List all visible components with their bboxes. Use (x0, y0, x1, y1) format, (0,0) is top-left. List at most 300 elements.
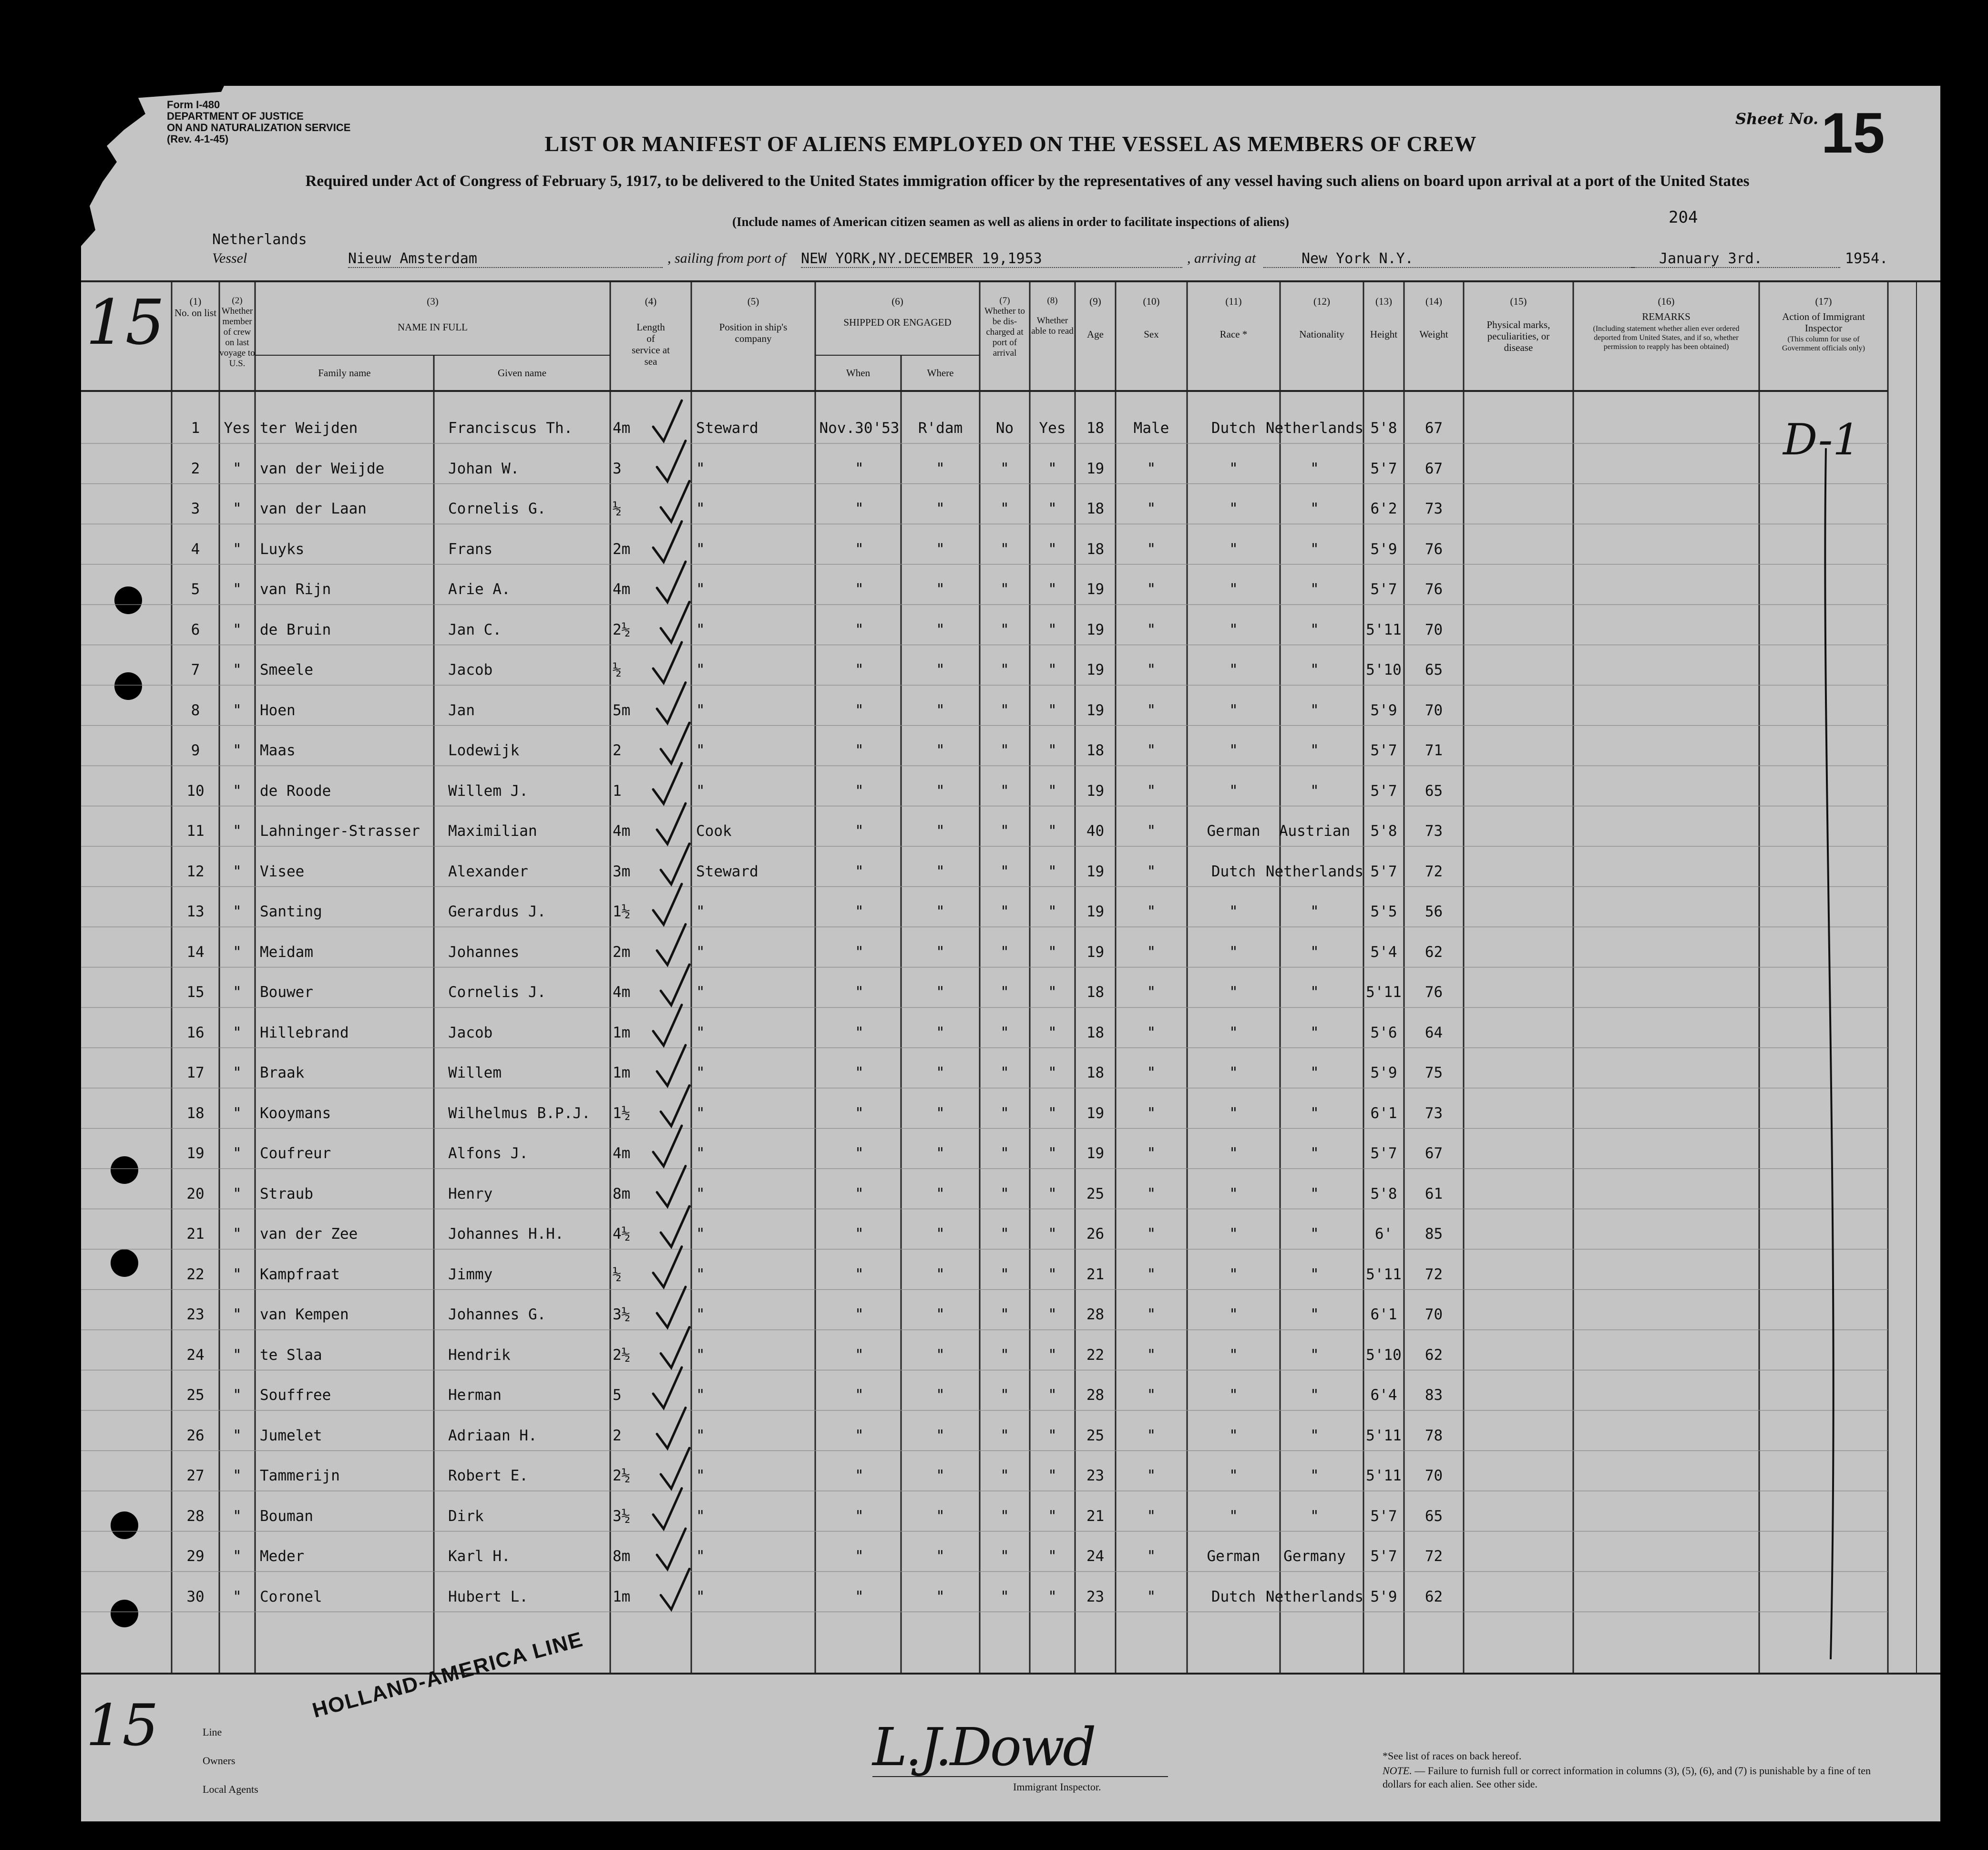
cell-nationality: " (1310, 1024, 1319, 1041)
cell-service: 2½ (613, 1346, 631, 1364)
cell-given: Alfons J. (448, 1145, 528, 1162)
cell-family: te Slaa (260, 1346, 322, 1364)
cell-nationality: " (1310, 1346, 1319, 1364)
col9-header (1075, 296, 1116, 340)
cell-when: " (855, 1346, 864, 1364)
handwritten-sheet-number: 15 (86, 1693, 159, 1759)
cell-discharged: " (1000, 1346, 1009, 1364)
cell-read: " (1048, 500, 1057, 517)
cell-family: Meidam (260, 943, 313, 961)
cell-weight: 64 (1424, 1024, 1443, 1041)
cell-weight: 65 (1424, 782, 1443, 800)
note-label: NOTE. (1383, 1765, 1412, 1777)
cell-sex: " (1147, 1225, 1156, 1243)
cell-family: van der Zee (260, 1225, 358, 1243)
cell-where: " (936, 984, 945, 1001)
cell-position: Steward (696, 420, 758, 437)
cell-discharged: " (1000, 822, 1009, 840)
cell-read: " (1048, 1024, 1057, 1041)
cell-service: 5m (613, 701, 631, 719)
cell-position: Steward (696, 863, 758, 880)
cell-race: " (1229, 540, 1238, 558)
cell-given: Jan C. (448, 621, 502, 638)
check-mark (661, 1086, 689, 1126)
sailing-port: NEW YORK,NY.DECEMBER 19,1953 (801, 250, 1182, 268)
cell-age: 26 (1086, 1225, 1105, 1243)
col9-number: (9) (1089, 296, 1101, 307)
department-name: DEPARTMENT OF JUSTICE (167, 110, 304, 122)
cell-nationality: Netherlands (1265, 863, 1364, 880)
cell-prev: " (233, 742, 242, 759)
cell-weight: 67 (1424, 420, 1443, 437)
cell-where: " (936, 1387, 945, 1404)
cell-age: 40 (1086, 822, 1105, 840)
cell-nationality: Austrian (1279, 822, 1351, 840)
col4-header (610, 296, 691, 367)
cell-race: " (1229, 1104, 1238, 1122)
cell-no: 2 (191, 460, 200, 477)
cell-discharged: " (1000, 1104, 1009, 1122)
cell-position: " (696, 1064, 705, 1081)
cell-weight: 70 (1424, 1467, 1443, 1484)
cell-read: Yes (1039, 420, 1066, 437)
check-mark (653, 1005, 682, 1046)
col3-header (255, 296, 610, 333)
cell-when: " (855, 1507, 864, 1525)
cell-where: " (936, 782, 945, 800)
cell-read: " (1048, 1548, 1057, 1565)
cell-nationality: " (1310, 1507, 1319, 1525)
cell-nationality: " (1310, 581, 1319, 598)
cell-sex: " (1147, 581, 1156, 598)
cell-prev: " (233, 581, 242, 598)
cell-when: " (855, 1467, 864, 1484)
owners-label: Owners (203, 1755, 236, 1767)
cell-prev: " (233, 1346, 242, 1364)
form-number: Form I-480 (167, 99, 220, 111)
cell-service: ½ (613, 1265, 622, 1283)
cell-sex: Male (1133, 420, 1169, 437)
cell-age: 18 (1086, 420, 1105, 437)
cell-sex: " (1147, 1548, 1156, 1565)
col12-header (1280, 296, 1363, 340)
sailing-label: , sailing from port of (667, 250, 786, 266)
col17-number: (17) (1815, 296, 1832, 307)
col8-header (1030, 296, 1075, 337)
cell-no: 8 (191, 701, 200, 719)
cell-prev: " (233, 661, 242, 678)
when-header: When (846, 367, 871, 379)
cell-when: " (855, 540, 864, 558)
cell-sex: " (1147, 984, 1156, 1001)
cell-no: 20 (186, 1185, 205, 1202)
cell-family: Souffree (260, 1387, 331, 1404)
check-mark (657, 1408, 686, 1449)
cell-given: Jacob (448, 661, 493, 678)
cell-height: 5'8 (1370, 822, 1397, 840)
cell-service: 4m (613, 822, 631, 840)
cell-no: 23 (186, 1306, 205, 1323)
cell-position: " (696, 500, 705, 517)
col5-number: (5) (747, 296, 759, 307)
col12-number: (12) (1313, 296, 1330, 307)
inspector-signature: L.J.Dowd (872, 1716, 1095, 1778)
cell-age: 18 (1086, 540, 1105, 558)
cell-where: " (936, 701, 945, 719)
col1-label: No. on list (174, 307, 217, 319)
cell-sex: " (1147, 1104, 1156, 1122)
cell-height: 5'9 (1370, 540, 1397, 558)
cell-when: " (855, 460, 864, 477)
arrival-year: 1954. (1845, 250, 1888, 267)
cell-race: " (1229, 943, 1238, 961)
cell-race: " (1229, 1225, 1238, 1243)
cell-where: " (936, 1225, 945, 1243)
cell-read: " (1048, 581, 1057, 598)
cell-sex: " (1147, 742, 1156, 759)
manifest-sheet (81, 86, 1940, 1821)
cell-race: " (1229, 1024, 1238, 1041)
cell-given: Jimmy (448, 1265, 493, 1283)
cell-age: 28 (1086, 1306, 1105, 1323)
cell-discharged: " (1000, 1467, 1009, 1484)
family-name-header: Family name (318, 367, 371, 379)
cell-family: Straub (260, 1185, 313, 1202)
cell-sex: " (1147, 1064, 1156, 1081)
cell-discharged: No (995, 420, 1014, 437)
cell-service: 5 (613, 1387, 622, 1404)
check-mark (661, 481, 689, 522)
cell-sex: " (1147, 782, 1156, 800)
cell-height: 5'4 (1370, 943, 1397, 961)
cell-no: 9 (191, 742, 200, 759)
cell-weight: 73 (1424, 500, 1443, 517)
cell-position: " (696, 943, 705, 961)
cell-discharged: " (1000, 661, 1009, 678)
arrival-date: January 3rd. (1630, 250, 1840, 268)
check-mark (653, 642, 682, 683)
cell-age: 23 (1086, 1467, 1105, 1484)
check-mark (653, 884, 682, 925)
col1-number: (1) (189, 296, 202, 307)
cell-discharged: " (1000, 1024, 1009, 1041)
check-mark (661, 965, 689, 1005)
cell-no: 24 (186, 1346, 205, 1364)
cell-discharged: " (1000, 540, 1009, 558)
cell-family: van Rijn (260, 581, 331, 598)
cell-race: " (1229, 500, 1238, 517)
cell-prev: " (233, 863, 242, 880)
cell-when: " (855, 984, 864, 1001)
cell-position: " (696, 782, 705, 800)
col3-number: (3) (427, 296, 439, 307)
cell-sex: " (1147, 1427, 1156, 1444)
cell-position: " (696, 1588, 705, 1605)
cell-where: " (936, 742, 945, 759)
cell-service: 4m (613, 581, 631, 598)
cell-no: 21 (186, 1225, 205, 1243)
cell-height: 5'7 (1370, 1145, 1397, 1162)
cell-read: " (1048, 782, 1057, 800)
cell-weight: 71 (1424, 742, 1443, 759)
check-mark (657, 1166, 686, 1207)
cell-prev: Yes (224, 420, 251, 437)
cell-when: " (855, 782, 864, 800)
check-mark (657, 683, 686, 723)
cell-service: 2m (613, 943, 631, 961)
cell-family: de Roode (260, 782, 331, 800)
cell-no: 6 (191, 621, 200, 638)
col15-number: (15) (1510, 296, 1527, 307)
cell-given: Lodewijk (448, 742, 520, 759)
cell-prev: " (233, 1024, 242, 1041)
cell-sex: " (1147, 1588, 1156, 1605)
cell-position: " (696, 1548, 705, 1565)
cell-where: " (936, 540, 945, 558)
cell-height: 5'7 (1370, 1548, 1397, 1565)
cell-where: R'dam (918, 420, 963, 437)
cell-no: 10 (186, 782, 205, 800)
cell-prev: " (233, 943, 242, 961)
col15-label: Physical marks, peculiarities, or disease (1486, 319, 1550, 353)
cell-read: " (1048, 1145, 1057, 1162)
cell-where: " (936, 1024, 945, 1041)
cell-nationality: " (1310, 621, 1319, 638)
cell-no: 14 (186, 943, 205, 961)
cell-age: 19 (1086, 943, 1105, 961)
cell-read: " (1048, 742, 1057, 759)
cell-where: " (936, 822, 945, 840)
cell-nationality: " (1310, 742, 1319, 759)
cell-position: " (696, 1427, 705, 1444)
cell-race: Dutch (1211, 1588, 1256, 1605)
cell-given: Johannes H.H. (448, 1225, 564, 1243)
cell-nationality: " (1310, 540, 1319, 558)
cell-age: 24 (1086, 1548, 1105, 1565)
cell-family: van der Laan (260, 500, 367, 517)
check-mark (653, 1126, 682, 1166)
local-agents-label: Local Agents (203, 1783, 258, 1795)
races-note: *See list of races on back hereof. (1383, 1750, 1522, 1762)
cell-prev: " (233, 621, 242, 638)
cell-when: " (855, 1387, 864, 1404)
col14-number: (14) (1425, 296, 1442, 307)
cell-prev: " (233, 500, 242, 517)
cell-service: 1 (613, 782, 622, 800)
cell-age: 19 (1086, 621, 1105, 638)
cell-where: " (936, 1185, 945, 1202)
cell-prev: " (233, 1265, 242, 1283)
cell-age: 28 (1086, 1387, 1105, 1404)
cell-when: " (855, 1024, 864, 1041)
cell-age: 18 (1086, 984, 1105, 1001)
cell-race: " (1229, 742, 1238, 759)
cell-given: Hubert L. (448, 1588, 528, 1605)
handwritten-sheet-number: 15 (86, 286, 165, 359)
cell-where: " (936, 1306, 945, 1323)
cell-race: " (1229, 1145, 1238, 1162)
arriving-label: , arriving at (1187, 250, 1256, 266)
cell-no: 12 (186, 863, 205, 880)
cell-race: " (1229, 1467, 1238, 1484)
cell-prev: " (233, 1104, 242, 1122)
cell-nationality: " (1310, 500, 1319, 517)
cell-no: 22 (186, 1265, 205, 1283)
cell-height: 5'7 (1370, 782, 1397, 800)
cell-no: 15 (186, 984, 205, 1001)
cell-read: " (1048, 1507, 1057, 1525)
cell-weight: 61 (1424, 1185, 1443, 1202)
cell-height: 5'6 (1370, 1024, 1397, 1041)
cell-prev: " (233, 1588, 242, 1605)
cell-family: Luyks (260, 540, 305, 558)
cell-weight: 76 (1424, 581, 1443, 598)
col9-label: Age (1087, 329, 1104, 340)
cell-service: 2½ (613, 1467, 631, 1484)
col4-number: (4) (645, 296, 657, 307)
cell-nationality: " (1310, 1225, 1319, 1243)
cell-given: Adriaan H. (448, 1427, 537, 1444)
col5-header (691, 296, 815, 344)
cell-no: 26 (186, 1427, 205, 1444)
cell-position: " (696, 661, 705, 678)
cell-where: " (936, 1588, 945, 1605)
col6-header (815, 296, 980, 328)
cell-when: " (855, 1588, 864, 1605)
col10-header (1116, 296, 1187, 340)
col1-header (172, 296, 219, 319)
cell-height: 5'7 (1370, 1507, 1397, 1525)
check-mark (661, 1448, 689, 1489)
cell-nationality: " (1310, 1185, 1319, 1202)
cell-race: " (1229, 661, 1238, 678)
cell-given: Herman (448, 1387, 502, 1404)
cell-weight: 72 (1424, 1265, 1443, 1283)
cell-family: Jumelet (260, 1427, 322, 1444)
cell-position: " (696, 903, 705, 920)
cell-when: " (855, 903, 864, 920)
check-mark (657, 1045, 686, 1086)
cell-nationality: " (1310, 1145, 1319, 1162)
cell-race: " (1229, 701, 1238, 719)
col7-label: Whether to be dis-charged at port of arrival (984, 306, 1025, 358)
check-mark (661, 723, 689, 763)
check-mark (657, 562, 686, 602)
cell-age: 19 (1086, 782, 1105, 800)
cell-sex: " (1147, 1306, 1156, 1323)
cell-discharged: " (1000, 943, 1009, 961)
cell-height: 6' (1374, 1225, 1393, 1243)
cell-read: " (1048, 984, 1057, 1001)
cell-prev: " (233, 1306, 242, 1323)
col17-label: Action of Immigrant Inspector (1782, 311, 1865, 334)
cell-no: 28 (186, 1507, 205, 1525)
cell-race: " (1229, 1387, 1238, 1404)
cell-age: 25 (1086, 1185, 1105, 1202)
cell-prev: " (233, 1185, 242, 1202)
cell-given: Jan (448, 701, 475, 719)
cell-height: 5'7 (1370, 742, 1397, 759)
cell-nationality: Netherlands (1265, 1588, 1364, 1605)
cell-read: " (1048, 540, 1057, 558)
cell-no: 19 (186, 1145, 205, 1162)
cell-discharged: " (1000, 621, 1009, 638)
check-mark (653, 1489, 682, 1529)
cell-sex: " (1147, 460, 1156, 477)
cell-sex: " (1147, 903, 1156, 920)
cell-sex: " (1147, 1507, 1156, 1525)
cell-age: 18 (1086, 1024, 1105, 1041)
cell-when: " (855, 1306, 864, 1323)
cell-race: " (1229, 984, 1238, 1001)
cell-position: " (696, 1225, 705, 1243)
col12-label: Nationality (1299, 329, 1344, 340)
cell-no: 16 (186, 1024, 205, 1041)
cell-weight: 76 (1424, 984, 1443, 1001)
col2-label: Whether member of crew on last voyage to U.S. (219, 306, 255, 369)
cell-discharged: " (1000, 1306, 1009, 1323)
cell-age: 18 (1086, 742, 1105, 759)
cell-age: 19 (1086, 903, 1105, 920)
cell-nationality: " (1310, 1064, 1319, 1081)
check-mark (661, 1206, 689, 1247)
cell-race: " (1229, 1064, 1238, 1081)
cell-where: " (936, 500, 945, 517)
cell-weight: 73 (1424, 1104, 1443, 1122)
cell-no: 30 (186, 1588, 205, 1605)
cell-sex: " (1147, 500, 1156, 517)
cell-weight: 62 (1424, 1346, 1443, 1364)
cell-given: Henry (448, 1185, 493, 1202)
cell-discharged: " (1000, 1588, 1009, 1605)
cell-read: " (1048, 1225, 1057, 1243)
manifest-number: 204 (1669, 208, 1698, 227)
cell-family: Santing (260, 903, 322, 920)
cell-read: " (1048, 460, 1057, 477)
cell-when: " (855, 1548, 864, 1565)
cell-discharged: " (1000, 1225, 1009, 1243)
cell-where: " (936, 1064, 945, 1081)
cell-weight: 70 (1424, 701, 1443, 719)
cell-when: " (855, 500, 864, 517)
cell-no: 11 (186, 822, 205, 840)
cell-sex: " (1147, 1024, 1156, 1041)
cell-where: " (936, 1346, 945, 1364)
cell-sex: " (1147, 1467, 1156, 1484)
cell-read: " (1048, 1387, 1057, 1404)
cell-age: 19 (1086, 460, 1105, 477)
cell-service: ½ (613, 500, 622, 517)
cell-family: Bouwer (260, 984, 313, 1001)
cell-when: " (855, 822, 864, 840)
cell-position: " (696, 1467, 705, 1484)
cell-service: ½ (613, 661, 622, 678)
cell-position: " (696, 1306, 705, 1323)
cell-age: 21 (1086, 1507, 1105, 1525)
cell-position: " (696, 1346, 705, 1364)
cell-discharged: " (1000, 1145, 1009, 1162)
cell-age: 21 (1086, 1265, 1105, 1283)
cell-read: " (1048, 1467, 1057, 1484)
cell-race: " (1229, 782, 1238, 800)
cell-given: Arie A. (448, 581, 511, 598)
cell-service: 2 (613, 1427, 622, 1444)
cell-race: Dutch (1211, 863, 1256, 880)
cell-discharged: " (1000, 460, 1009, 477)
col3-label: NAME IN FULL (398, 321, 468, 333)
cell-prev: " (233, 984, 242, 1001)
cell-where: " (936, 1507, 945, 1525)
